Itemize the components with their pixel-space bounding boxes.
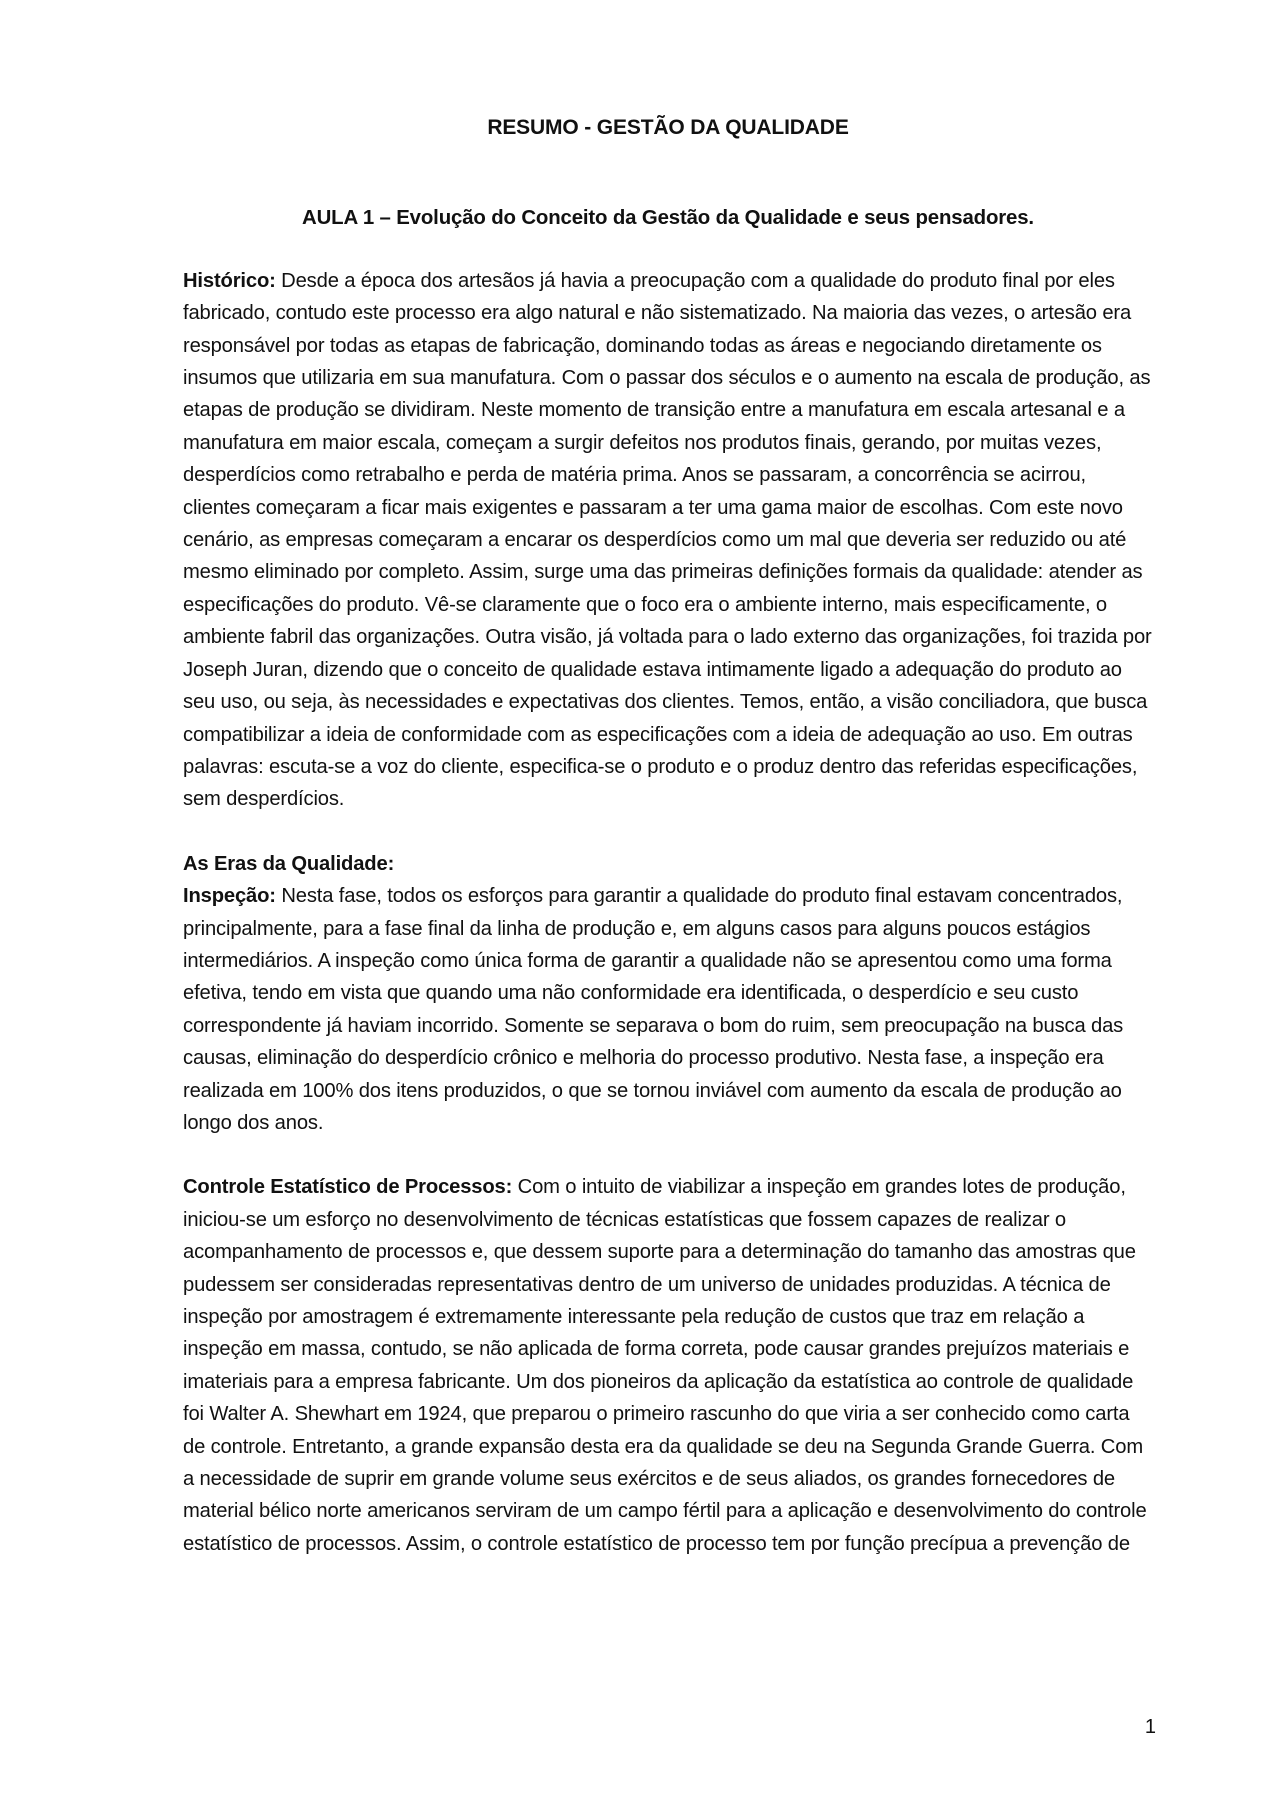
paragraph-gap xyxy=(183,816,1153,848)
historico-text: Desde a época dos artesãos já havia a preocupação com a qualidade do produto final por eles fabricado, contudo este processo era algo natural e não sistematizado. Na maioria das vezes, o artesão era responsável por todas as etapas de fabricação, dominando todas as áreas e negociando diretamente os insumos que utilizaria em sua manufatura. Com o passar dos séculos e o aumento na escala de produção, as etapas de produção se dividiram. Neste momento de transição entre a manufatura em escala artesanal e a manufatura em maior escala, começam a surgir defeitos nos produtos finais, gerando, por muitas vezes, desperdícios como retrabalho e perda de matéria prima. Anos se passaram, a concorrência se acirrou, clientes começaram a ficar mais exigentes e passaram a ter uma gama maior de escolhas. Com este novo cenário, as empresas começaram a encarar os desperdícios como um mal que deveria ser reduzido ou até mesmo eliminado por completo. Assim, surge uma das primeiras definições formais da qualidade: atender as especificações do produto. Vê-se claramente que o foco era o ambiente interno, mais especificamente, o ambiente fabril das organizações. Outra visão, já voltada para o lado externo das organizações, foi trazida por Joseph Juran, dizendo que o conceito de qualidade estava intimamente ligado a adequação do produto ao seu uso, ou seja, às necessidades e expectativas dos clientes. Temos, então, a visão conciliadora, que busca compatibilizar a ideia de conformidade com as especificações com a ideia de adequação ao uso. Em outras palavras: escuta-se a voz do cliente, especifica-se o produto e o produz dentro das referidas especificações, sem desperdícios. xyxy=(183,269,1152,811)
eras-heading: As Eras da Qualidade: xyxy=(183,852,395,875)
inspecao-label: Inspeção: xyxy=(183,885,276,908)
page-number: 1 xyxy=(1144,1716,1156,1738)
page-content xyxy=(183,112,1153,1560)
controle-paragraph xyxy=(183,1171,1153,1560)
inspecao-text: Nesta fase, todos os esforços para garantir a qualidade do produto final estavam concentrados, principalmente, para a fase final da linha de produção e, em alguns casos para alguns poucos estágios intermediários. A inspeção como única forma de garantir a qualidade não se apresentou como uma forma efetiva, tendo em vista que quando uma não conformidade era identificada, o desperdício e seu custo correspondente já haviam incorrido. Somente se separava o bom do ruim, sem preocupação na busca das causas, eliminação do desperdício crônico e melhoria do processo produtivo. Nesta fase, a inspeção era realizada em 100% dos itens produzidos, o que se tornou inviável com aumento da escala de produção ao longo dos anos. xyxy=(183,885,1124,1134)
document-title: RESUMO - GESTÃO DA QUALIDADE xyxy=(487,116,849,139)
paragraph-gap xyxy=(183,1139,1153,1171)
inspecao-paragraph xyxy=(183,880,1153,1139)
historico-paragraph xyxy=(183,265,1153,816)
lesson-subtitle: AULA 1 – Evolução do Conceito da Gestão da Qualidade e seus pensadores. xyxy=(302,207,1034,230)
controle-label: Controle Estatístico de Processos: xyxy=(183,1176,513,1199)
historico-label: Histórico: xyxy=(183,269,276,292)
controle-text: Com o intuito de viabilizar a inspeção em grandes lotes de produção, iniciou-se um esforço no desenvolvimento de técnicas estatísticas que fossem capazes de realizar o acompanhamento de processos e, que dessem suporte para a determinação do tamanho das amostras que pudessem ser consideradas representativas dentro de um universo de unidades produzidas. A técnica de inspeção por amostragem é extremamente interessante pela redução de custos que traz em relação a inspeção em massa, contudo, se não aplicada de forma correta, pode causar grandes prejuízos materiais e imateriais para a empresa fabricante. Um dos pioneiros da aplicação da estatística ao controle de qualidade foi Walter A. Shewhart em 1924, que preparou o primeiro rascunho do que viria a ser conhecido como carta de controle. Entretanto, a grande expansão desta era da qualidade se deu na Segunda Grande Guerra. Com a necessidade de suprir em grande volume seus exércitos e de seus aliados, os grandes fornecedores de material bélico norte americanos serviram de um campo fértil para a aplicação e desenvolvimento do controle estatístico de processos. Assim, o controle estatístico de processo tem por função precípua a prevenção de xyxy=(183,1176,1147,1555)
